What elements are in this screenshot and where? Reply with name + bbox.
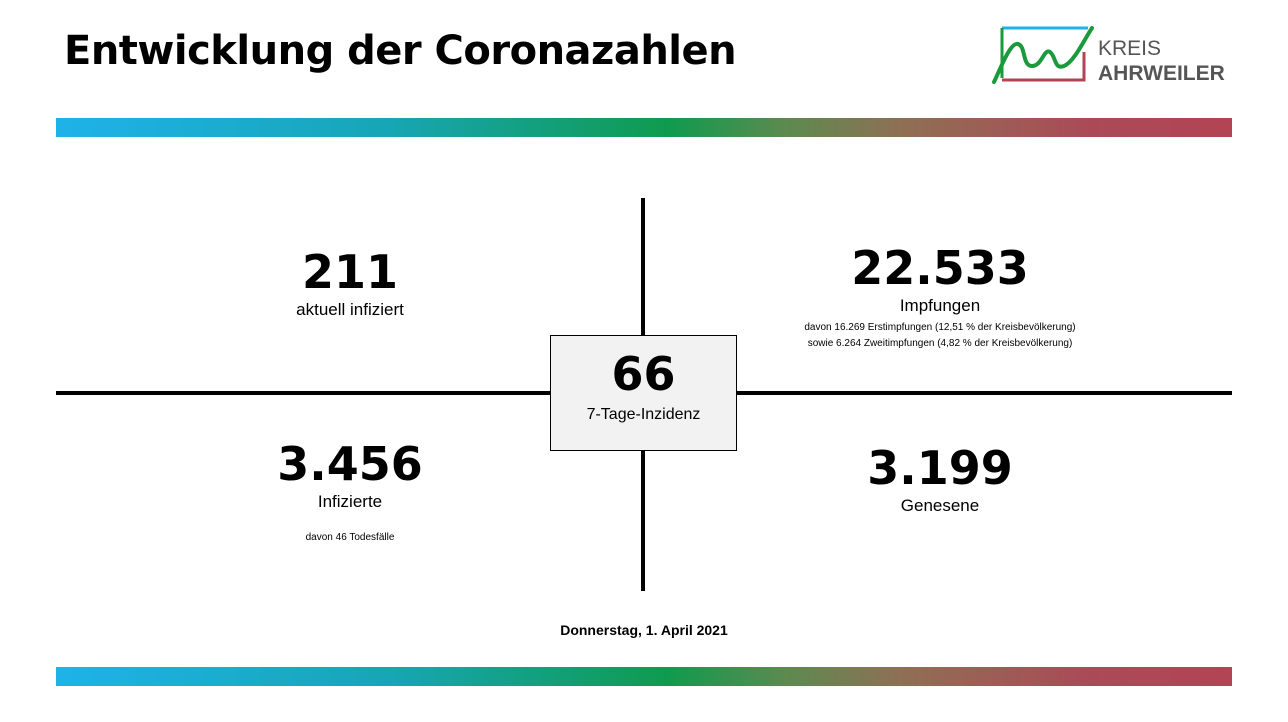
aktuell-value: 211 bbox=[301, 245, 399, 299]
todesfaelle-note: davon 46 Todesfälle bbox=[305, 532, 395, 543]
genesene-label: Genesene bbox=[900, 496, 980, 515]
impfungen-value: 22.533 bbox=[851, 241, 1029, 295]
page-title: Entwicklung der Coronazahlen bbox=[64, 28, 737, 74]
genesene-panel bbox=[840, 440, 1040, 516]
infizierte-label: Infizierte bbox=[317, 492, 383, 511]
impfungen-panel bbox=[760, 240, 1120, 352]
infizierte-value: 3.456 bbox=[277, 437, 423, 491]
impfungen-note-zweit: sowie 6.264 Zweitimpfungen (4,82 % der Kreisbevölkerung) bbox=[807, 338, 1073, 349]
impfungen-label: Impfungen bbox=[899, 296, 981, 315]
ahrweiler-logo-icon bbox=[988, 22, 1094, 86]
inzidenz-value: 66 bbox=[611, 347, 676, 401]
inzidenz-label: 7-Tage-Inzidenz bbox=[586, 406, 701, 423]
logo-line1: KREIS bbox=[1098, 37, 1162, 60]
genesene-value: 3.199 bbox=[867, 441, 1013, 495]
aktuell-infiziert-panel bbox=[250, 244, 450, 320]
bottom-gradient-bar bbox=[56, 667, 1232, 686]
report-date: Donnerstag, 1. April 2021 bbox=[560, 622, 728, 638]
impfungen-note-erst: davon 16.269 Erstimpfungen (12,51 % der Kreisbevölkerung) bbox=[804, 322, 1076, 333]
inzidenz-box bbox=[550, 335, 737, 451]
kreis-ahrweiler-logo bbox=[988, 22, 1228, 88]
infizierte-panel bbox=[250, 436, 450, 546]
top-gradient-bar bbox=[56, 118, 1232, 137]
logo-line2: AHRWEILER bbox=[1098, 62, 1225, 85]
aktuell-label: aktuell infiziert bbox=[296, 300, 404, 319]
